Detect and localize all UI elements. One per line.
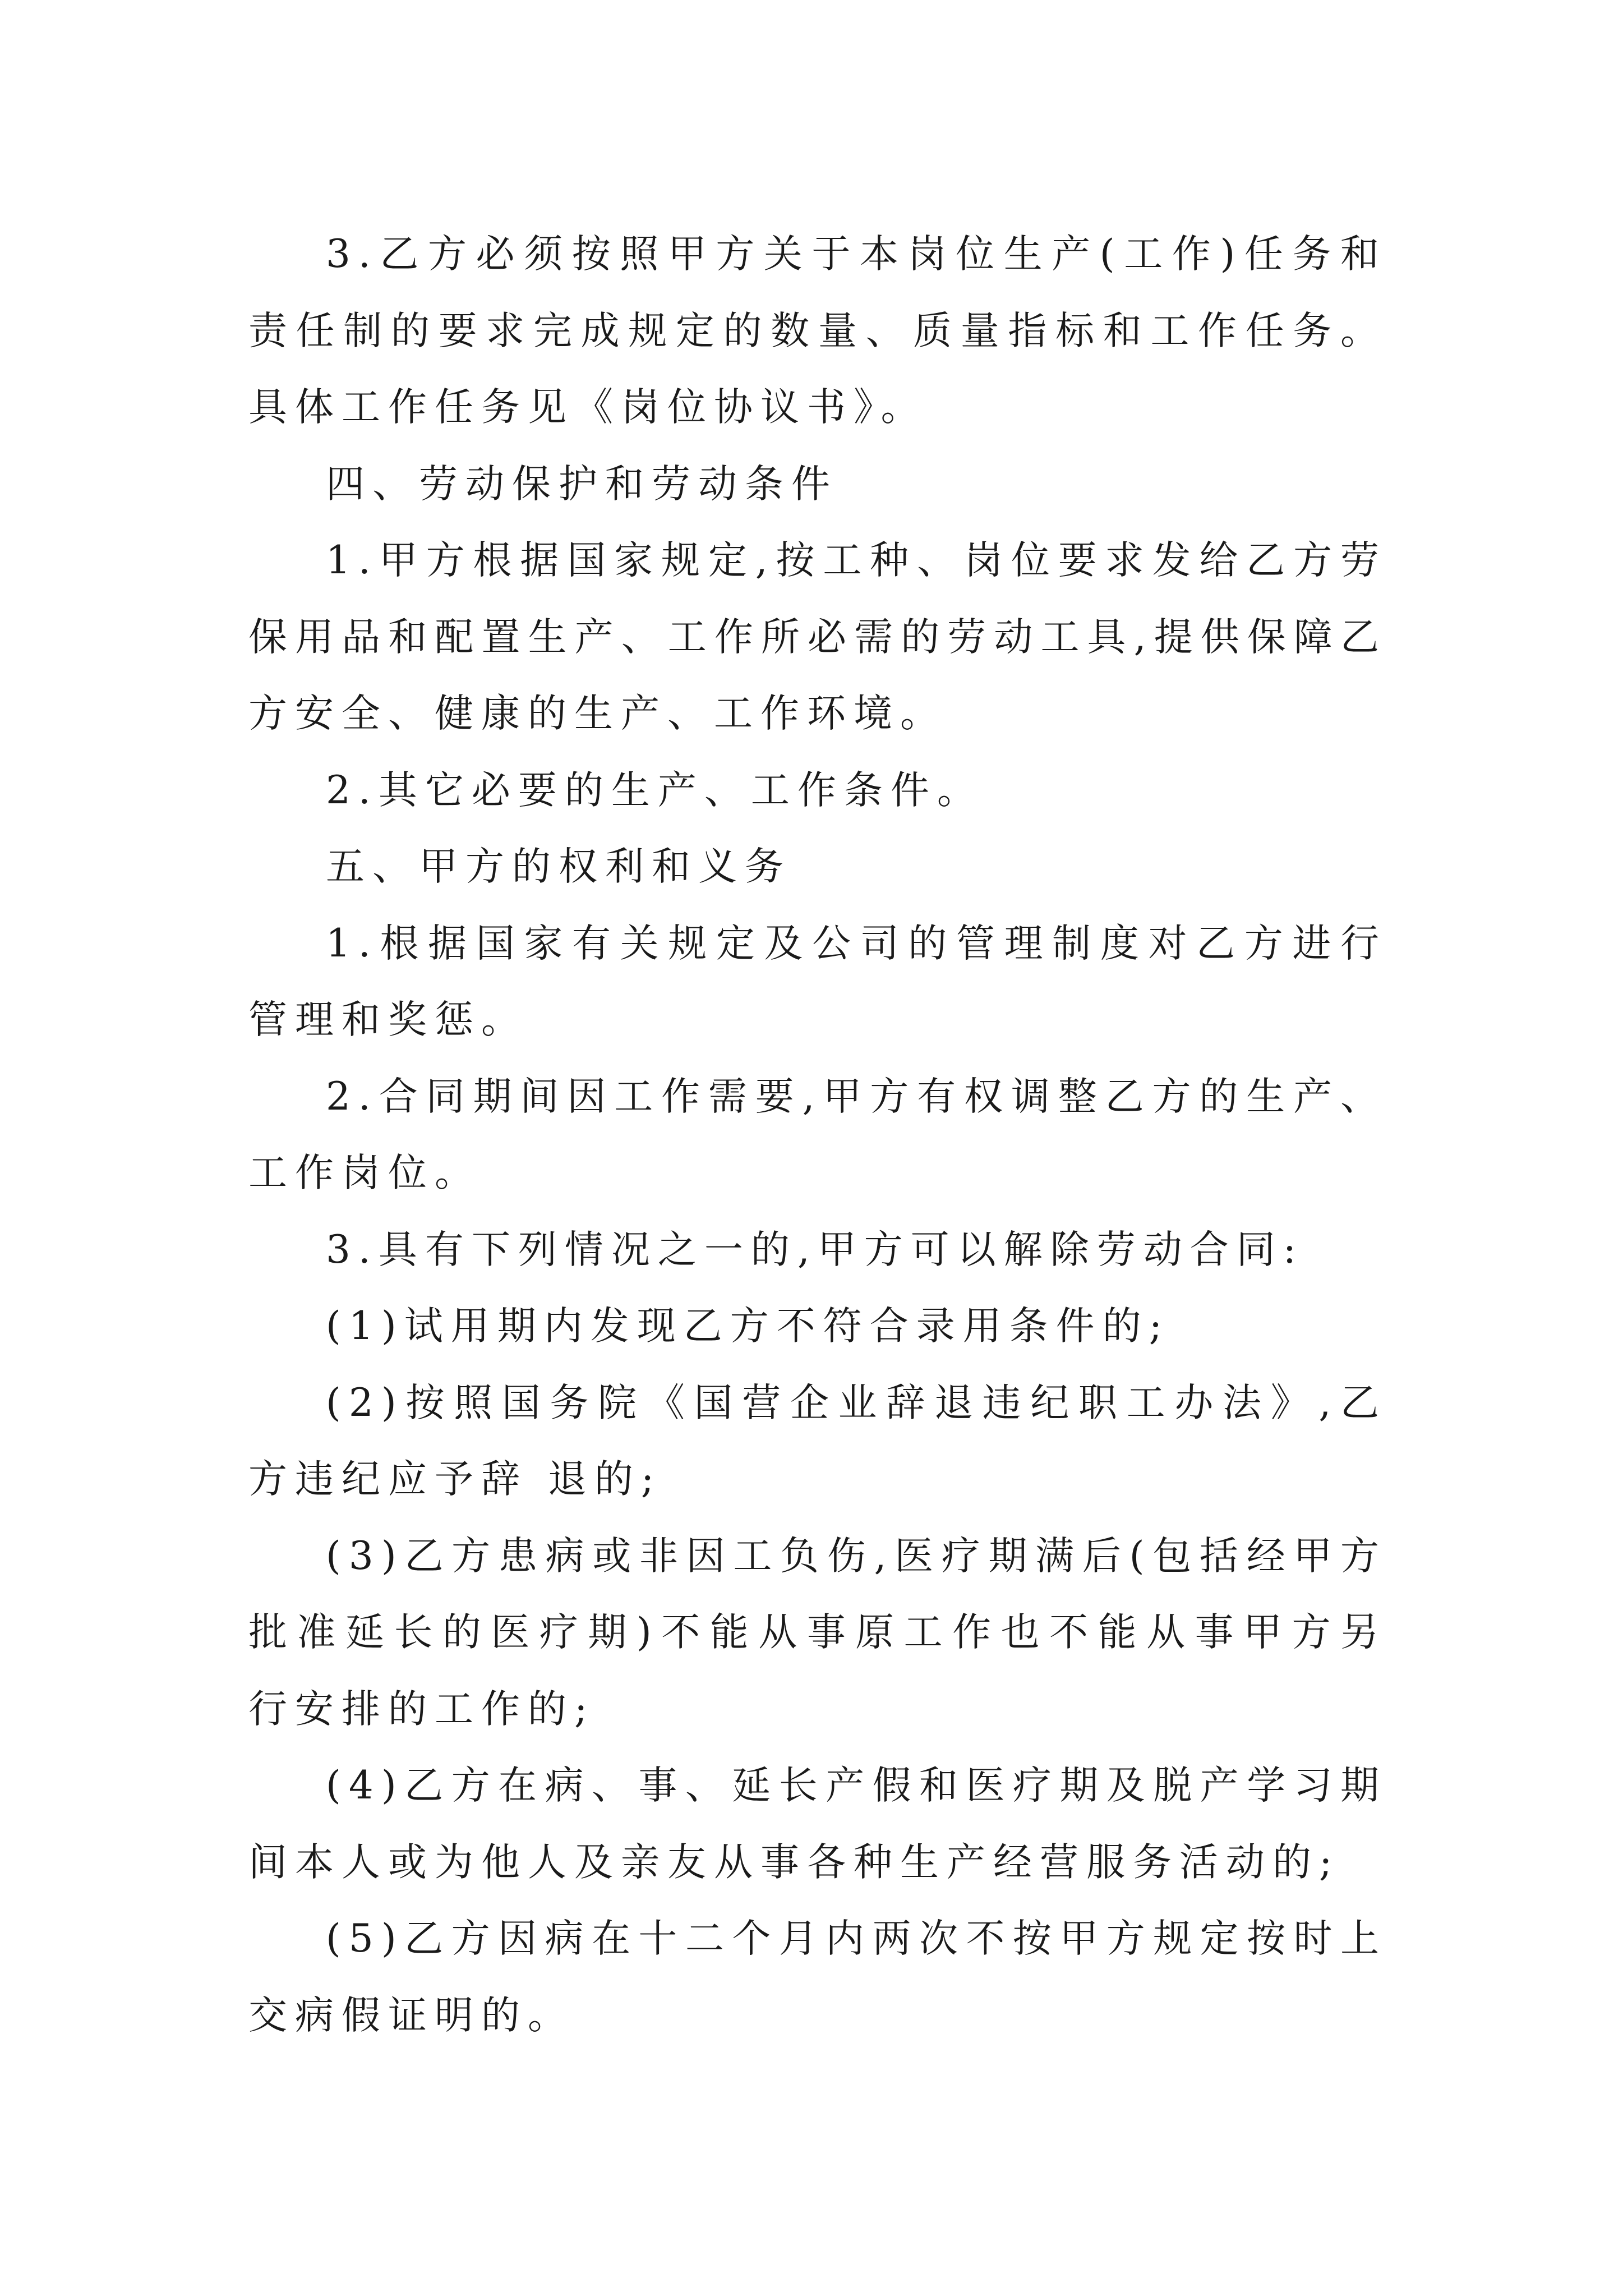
sub-clause-4: (4)乙方在病、事、延长产假和医疗期及脱产学习期间本人或为他人及亲友从事各种生产经营服务活动的; xyxy=(248,1763,1387,1885)
sub-clause-3: (3)乙方患病或非因工负伤,医疗期满后(包括经甲方批准延长的医疗期)不能从事原工作也不能从事甲方另行安排的工作的; xyxy=(248,1533,1387,1732)
sub-clause-1: (1)试用期内发现乙方不符合录用条件的; xyxy=(326,1304,1170,1349)
section-heading-4: 四、劳动保护和劳动条件 xyxy=(326,461,838,507)
sub-clause-5: (5)乙方因病在十二个月内两次不按甲方规定按时上交病假证明的。 xyxy=(248,1916,1387,2038)
clause-5-2: 2.合同期间因工作需要,甲方有权调整乙方的生产、工作岗位。 xyxy=(248,1074,1387,1195)
section-heading-5: 五、甲方的权利和义务 xyxy=(326,844,791,889)
clause-5-3: 3.具有下列情况之一的,甲方可以解除劳动合同: xyxy=(326,1227,1304,1272)
clause-5-1: 1.根据国家有关规定及公司的管理制度对乙方进行管理和奖惩。 xyxy=(248,921,1387,1042)
clause-4-1: 1.甲方根据国家规定,按工种、岗位要求发给乙方劳保用品和配置生产、工作所必需的劳动工具,提供保障乙方安全、健康的生产、工作环境。 xyxy=(248,538,1387,736)
clause-3-3: 3.乙方必须按照甲方关于本岗位生产(工作)任务和责任制的要求完成规定的数量、质量指标和工作任务。具体工作任务见《岗位协议书》。 xyxy=(248,232,1387,430)
document-body xyxy=(248,216,1387,2054)
sub-clause-2: (2)按照国务院《国营企业辞退违纪职工办法》,乙方违纪应予辞 退的; xyxy=(248,1380,1387,1502)
clause-4-2: 2.其它必要的生产、工作条件。 xyxy=(326,767,984,813)
